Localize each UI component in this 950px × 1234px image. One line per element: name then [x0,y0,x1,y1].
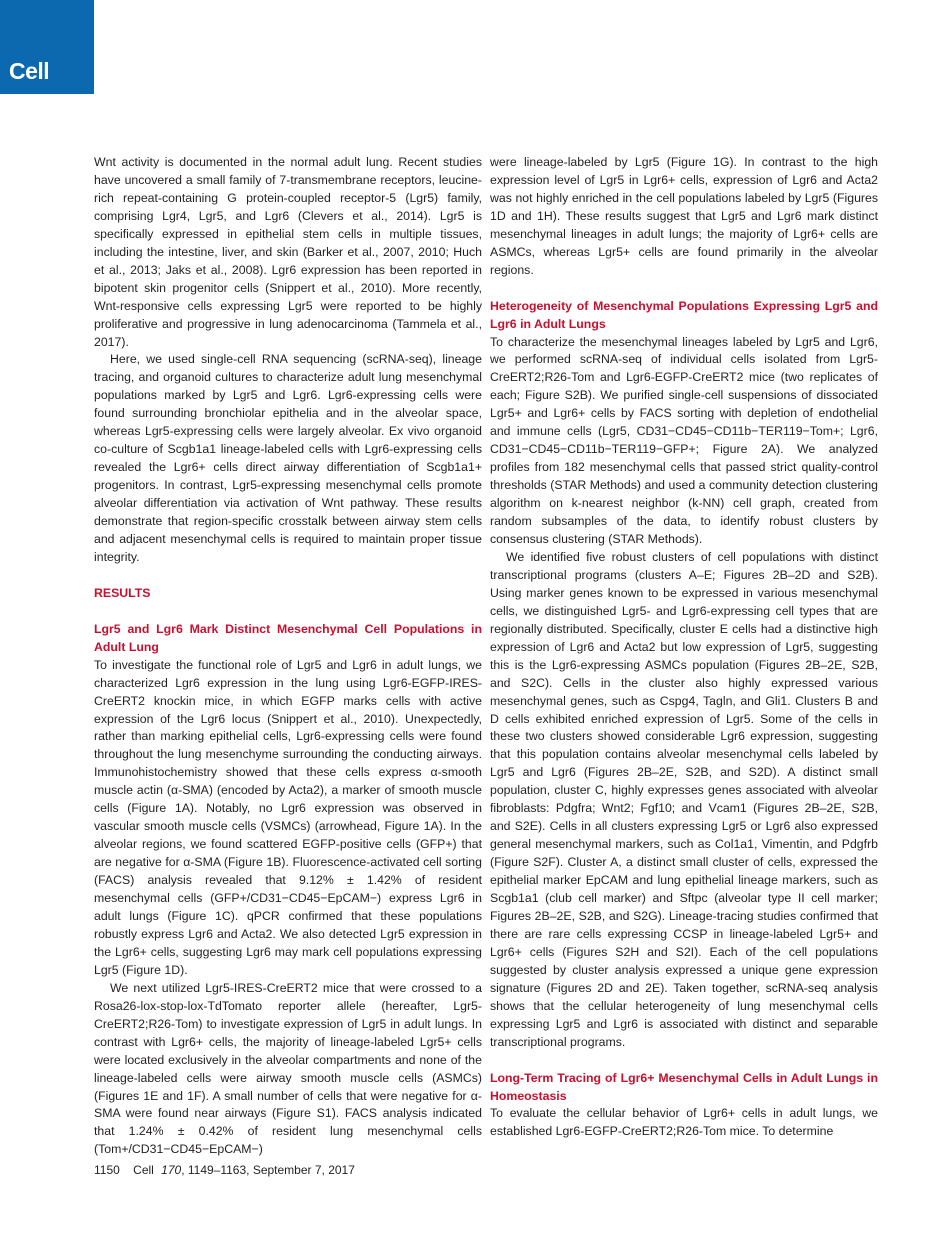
page-number: 1150 [94,1163,120,1177]
intro-paragraph-2: Here, we used single-cell RNA sequencing (scRNA-seq), lineage tracing, and organoid cultures to characterize adult lung mesenchymal populations marked by Lgr5 and Lgr6. Lgr6-expressing cells were found surrounding bronchiolar epithelia and in the alveolar space, whereas Lgr5-expressing cells were largely alveolar. Ex vivo organoid co-culture of Scgb1a1 lineage-labeled cells with Lgr6-expressing cells revealed the Lgr6+ cells direct airway differentiation of Scgb1a1+ progenitors. In contrast, Lgr5-expressing mesenchymal cells promote alveolar differentiation via activation of Wnt pathway. These results demonstrate that region-specific crosstalk between airway stem cells and adjacent mesenchymal cells is required to maintain proper tissue integrity. [94,352,482,564]
journal-name: Cell [133,1163,154,1177]
subsection-heading-1: Lgr5 and Lgr6 Mark Distinct Mesenchymal Cell Populations in Adult Lung [94,621,482,654]
results-paragraph-1: To investigate the functional role of Lgr5 and Lgr6 in adult lungs, we characterized Lgr6 expression in the lung using Lgr6-EGFP-IRES-CreERT2 knockin mice, in which EGFP marks cells with active expression of the Lgr6 locus (Snippert et al., 2010). Unexpectedly, rather than marking epithelial cells, Lgr6-expressing cells were found throughout the lung mesenchyme surrounding the conducting airways. Immunohistochemistry showed that these cells express α-smooth muscle actin (α-SMA) (encoded by Acta2), a marker of smooth muscle cells (Figure 1A). Notably, no Lgr6 expression was observed in vascular smooth muscle cells (VSMCs) (arrowhead, Figure 1A). In the alveolar regions, we found scattered EGFP-positive cells (GFP+) that are negative for α-SMA (Figure 1B). Fluorescence-activated cell sorting (FACS) analysis revealed that 9.12% ± 1.42% of resident mesenchymal cells (GFP+/CD31−CD45−EpCAM−) express Lgr6 in adult lungs (Figure 1C). qPCR confirmed that these populations robustly express Lgr6 and Acta2. We also detected Lgr5 expression in the Lgr6+ cells, suggesting Lgr6 may mark cell populations expressing Lgr5 (Figure 1D). [94,657,482,977]
intro-paragraph-1: Wnt activity is documented in the normal adult lung. Recent studies have uncovered a small family of 7-transmembrane receptors, leucine-rich repeat-containing G protein-coupled receptor-5 (Lgr5) family, comprising Lgr4, Lgr5, and Lgr6 (Clevers et al., 2014). Lgr5 is specifically expressed in epithelial stem cells in multiple tissues, including the intestine, liver, and skin (Barker et al., 2007, 2010; Huch et al., 2013; Jaks et al., 2008). Lgr6 expression has been reported in bipotent skin progenitor cells (Snippert et al., 2010). More recently, Wnt-responsive cells expressing Lgr5 were reported to be highly proliferative and progressive in lung adenocarcinoma (Tammela et al., 2017). [94,155,482,349]
page-footer [94,1162,355,1178]
pages-and-date: , 1149–1163, September 7, 2017 [181,1163,355,1177]
left-column [94,154,482,1159]
right-column [490,154,878,1141]
subsection-heading-2: Heterogeneity of Mesenchymal Populations Expressing Lgr5 and Lgr6 in Adult Lungs [490,298,878,331]
journal-logo-text: Cell [9,58,50,84]
subsection-heading-3: Long-Term Tracing of Lgr6+ Mesenchymal Cells in Adult Lungs in Homeostasis [490,1070,878,1103]
journal-volume: 170 [161,1163,182,1177]
results-paragraph-4: To characterize the mesenchymal lineages labeled by Lgr5 and Lgr6, we performed scRNA-seq of individual cells isolated from Lgr5-CreERT2;R26-Tom and Lgr6-EGFP-CreERT2 mice (two replicates of each; Figure S2B). We purified single-cell suspensions of dissociated Lgr5+ and Lgr6+ cells by FACS sorting with depletion of endothelial and immune cells (Lgr5, CD31−CD45−CD11b−TER119−Tom+; Lgr6, CD31−CD45−CD11b−TER119−GFP+; Figure 2A). We analyzed profiles from 182 mesenchymal cells that passed strict quality-control thresholds (STAR Methods) and used a community detection clustering algorithm on k-nearest neighbor (k-NN) cell graph, created from random subsamples of the data, to identify robust clusters by consensus clustering (STAR Methods). [490,334,878,546]
journal-logo [0,0,94,94]
results-paragraph-6: To evaluate the cellular behavior of Lgr6+ cells in adult lungs, we established Lgr6-EGFP-CreERT2;R26-Tom mice. To determine [490,1106,878,1139]
results-paragraph-2: We next utilized Lgr5-IRES-CreERT2 mice that were crossed to a Rosa26-lox-stop-lox-TdTomato reporter allele (hereafter, Lgr5-CreERT2;R26-Tom) to investigate expression of Lgr5 in adult lungs. In contrast with Lgr6+ cells, the majority of lineage-labeled Lgr5+ cells were located exclusively in the alveolar compartments and none of the lineage-labeled cells were airway smooth muscle cells (ASMCs) (Figures 1E and 1F). A small number of cells that were negative for α-SMA were found near airways (Figure S1). FACS analysis indicated that 1.24% ± 0.42% of resident lung mesenchymal cells (Tom+/CD31−CD45−EpCAM−) [94,980,482,1157]
results-paragraph-5: We identified five robust clusters of cell populations with distinct transcriptional programs (clusters A–E; Figures 2B–2D and S2B). Using marker genes known to be expressed in various mesenchymal cells, we distinguished Lgr5- and Lgr6-expressing cell types that are regionally distributed. Specifically, cluster E cells had a distinctive high expression of Lgr6 and Acta2 but low expression of Lgr5, suggesting this is the Lgr6-expressing ASMCs population (Figures 2B–2E, S2B, and S2C). Cells in the cluster also highly expressed various mesenchymal genes, such as Cspg4, Tagln, and Gli1. Clusters B and D cells exhibited enriched expression of Lgr5. Some of the cells in these two clusters showed considerable Lgr6 expression, suggesting that this population contains alveolar mesenchymal cells labeled by Lgr5 and Lgr6 (Figures 2B–2E, S2B, and S2D). A distinct small population, cluster C, highly expresses genes associated with alveolar fibroblasts: Pdgfra; Wnt2; Fgf10; and Vcam1 (Figures 2B–2E, S2B, and S2E). Cells in all clusters expressing Lgr5 or Lgr6 also expressed general mesenchymal markers, such as Col1a1, Vimentin, and Pdgfrb (Figure S2F). Cluster A, a distinct small cluster of cells, expressed the epithelial marker EpCAM and lung epithelial lineage markers, such as Scgb1a1 (club cell marker) and Sftpc (alveolar type II cell marker; Figures 2B–2E, S2B, and S2G). Lineage-tracing studies confirmed that there are rare cells expressing CCSP in lineage-labeled Lgr5+ and Lgr6+ cells (Figures S2H and S2I). Each of the cell populations suggested by cluster analysis expressed a unique gene expression signature (Figures 2D and 2E). Taken together, scRNA-seq analysis shows that the cellular heterogeneity of lung mesenchymal cells expressing Lgr5 and Lgr6 is associated with distinct and separable transcriptional programs. [490,549,878,1049]
results-paragraph-3: were lineage-labeled by Lgr5 (Figure 1G). In contrast to the high expression level of Lgr5 in Lgr6+ cells, expression of Lgr6 and Acta2 was not highly enriched in the cell populations labeled by Lgr5 (Figures 1D and 1H). These results suggest that Lgr5 and Lgr6 mark distinct mesenchymal lineages in adult lungs; the majority of Lgr6+ cells are ASMCs, whereas Lgr5+ cells are found primarily in the alveolar regions. [490,155,878,277]
results-heading: RESULTS [94,585,151,600]
